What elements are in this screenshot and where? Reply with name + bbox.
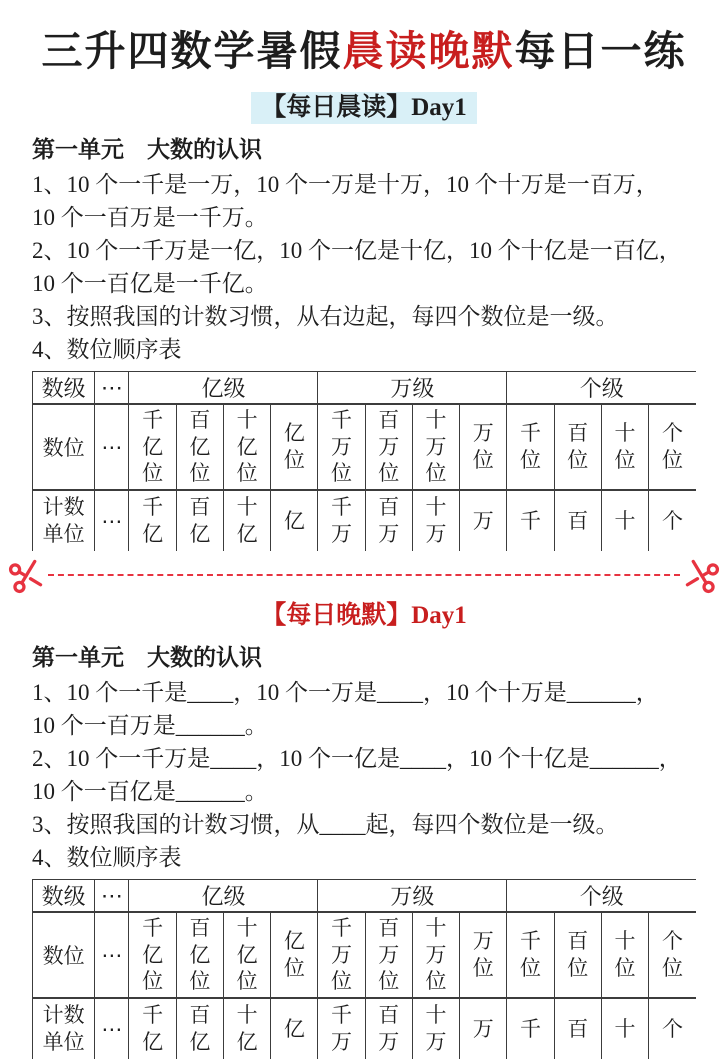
group-header-cell: 亿级 [129, 372, 318, 405]
group-header-cell: 个级 [507, 880, 696, 913]
worksheet-line: 1、10 个一千是一万，10 个一万是十万，10 个十万是一百万， [32, 172, 659, 197]
section-header-day: Day1 [411, 94, 467, 121]
unit-cell: 百万 [365, 490, 412, 551]
unit-title: 第一单元 大数的认识 [32, 645, 262, 670]
title-prefix: 三升四数学暑假 [41, 28, 343, 74]
unit-cell: 十亿 [223, 998, 270, 1059]
digit-cell: 十亿位 [223, 912, 270, 998]
level-row-label: 数级 [33, 880, 95, 913]
unit-cell: 千万 [318, 998, 365, 1059]
digit-cell: 千万位 [318, 912, 365, 998]
section-header-brackets: 【每日晚默】 [261, 602, 412, 629]
digit-cell: 百位 [554, 912, 601, 998]
digit-cell: 千位 [507, 912, 554, 998]
digit-cell: 亿位 [271, 912, 318, 998]
section-header-morning [32, 87, 696, 123]
worksheet-line: 2、10 个一千万是一亿，10 个一亿是十亿，10 个十亿是一百亿， [32, 238, 682, 263]
section-header-evening [32, 595, 696, 631]
unit-cell: 十万 [412, 998, 459, 1059]
worksheet-line: 4、数位顺序表 [32, 845, 182, 870]
unit-cell: 千 [507, 490, 554, 551]
unit-cell: 万 [460, 998, 507, 1059]
digit-cell: 十亿位 [223, 404, 270, 490]
unit-cell: 个 [649, 998, 696, 1059]
unit-row-label: 计数单位 [33, 490, 95, 551]
worksheet-line: 10 个一百亿是______。 [32, 779, 268, 804]
worksheet-line: 3、按照我国的计数习惯，从____起，每四个数位是一级。 [32, 812, 619, 837]
unit-title: 第一单元 大数的认识 [32, 137, 262, 162]
group-header-cell: 万级 [318, 880, 507, 913]
digit-cell: 百万位 [365, 912, 412, 998]
unit-cell: 千亿 [129, 998, 176, 1059]
unit-cell: 个 [649, 490, 696, 551]
digit-cell: 千亿位 [129, 912, 176, 998]
worksheet-line: 1、10 个一千是____，10 个一万是____，10 个十万是______， [32, 680, 659, 705]
group-header-cell: 亿级 [129, 880, 318, 913]
worksheet-line: 2、10 个一千万是____，10 个一亿是____，10 个十亿是______， [32, 746, 682, 771]
digit-cell: 千亿位 [129, 404, 176, 490]
section-evening-dictation [32, 595, 696, 1059]
section-header-day: Day1 [411, 602, 467, 629]
unit-cell: 万 [460, 490, 507, 551]
digit-cell: 百位 [554, 404, 601, 490]
worksheet-line: 10 个一百万是______。 [32, 713, 268, 738]
digit-cell: 百亿位 [176, 404, 223, 490]
dots-cell: ⋯ [95, 372, 129, 405]
worksheet-line: 4、数位顺序表 [32, 337, 182, 362]
digit-cell: 亿位 [271, 404, 318, 490]
digit-cell: 千位 [507, 404, 554, 490]
unit-cell: 亿 [271, 998, 318, 1059]
unit-cell: 百 [554, 490, 601, 551]
section-header-highlight [251, 92, 477, 124]
cut-line-divider [6, 557, 722, 591]
unit-cell: 千亿 [129, 490, 176, 551]
digit-cell: 十位 [601, 404, 648, 490]
digit-cell: 十位 [601, 912, 648, 998]
digit-cell: 万位 [460, 404, 507, 490]
digit-cell: 十万位 [412, 404, 459, 490]
group-header-cell: 万级 [318, 372, 507, 405]
dots-cell: ⋯ [95, 490, 129, 551]
section-morning-reading [32, 87, 696, 551]
title-highlight-red: 晨读晚默 [342, 28, 515, 74]
dots-cell: ⋯ [95, 404, 129, 490]
worksheet-line: 10 个一百亿是一千亿。 [32, 271, 268, 296]
digit-cell: 万位 [460, 912, 507, 998]
dots-cell: ⋯ [95, 912, 129, 998]
worksheet-line: 3、按照我国的计数习惯，从右边起，每四个数位是一级。 [32, 304, 619, 329]
scissors-icon [4, 554, 48, 598]
worksheet-line: 10 个一百万是一千万。 [32, 205, 268, 230]
page-title [32, 18, 696, 77]
unit-cell: 百 [554, 998, 601, 1059]
digit-cell: 个位 [649, 404, 696, 490]
digit-cell: 百亿位 [176, 912, 223, 998]
digit-cell: 个位 [649, 912, 696, 998]
place-value-table [32, 371, 696, 551]
group-header-cell: 个级 [507, 372, 696, 405]
digit-row-label: 数位 [33, 404, 95, 490]
unit-cell: 千万 [318, 490, 365, 551]
unit-cell: 千 [507, 998, 554, 1059]
scissors-icon [680, 554, 724, 598]
unit-row-label: 计数单位 [33, 998, 95, 1059]
dots-cell: ⋯ [95, 880, 129, 913]
unit-cell: 十亿 [223, 490, 270, 551]
paragraph-lines [32, 168, 696, 366]
digit-cell: 百万位 [365, 404, 412, 490]
level-row-label: 数级 [33, 372, 95, 405]
unit-cell: 百亿 [176, 998, 223, 1059]
place-value-table [32, 879, 696, 1059]
digit-cell: 十万位 [412, 912, 459, 998]
title-suffix: 每日一练 [514, 28, 687, 74]
dots-cell: ⋯ [95, 998, 129, 1059]
paragraph-lines [32, 676, 696, 874]
digit-cell: 千万位 [318, 404, 365, 490]
unit-cell: 百亿 [176, 490, 223, 551]
unit-cell: 百万 [365, 998, 412, 1059]
section-header-brackets: 【每日晨读】 [261, 94, 412, 121]
dashed-cut-line [48, 574, 680, 576]
digit-row-label: 数位 [33, 912, 95, 998]
unit-cell: 十万 [412, 490, 459, 551]
unit-cell: 十 [601, 490, 648, 551]
unit-cell: 亿 [271, 490, 318, 551]
unit-cell: 十 [601, 998, 648, 1059]
